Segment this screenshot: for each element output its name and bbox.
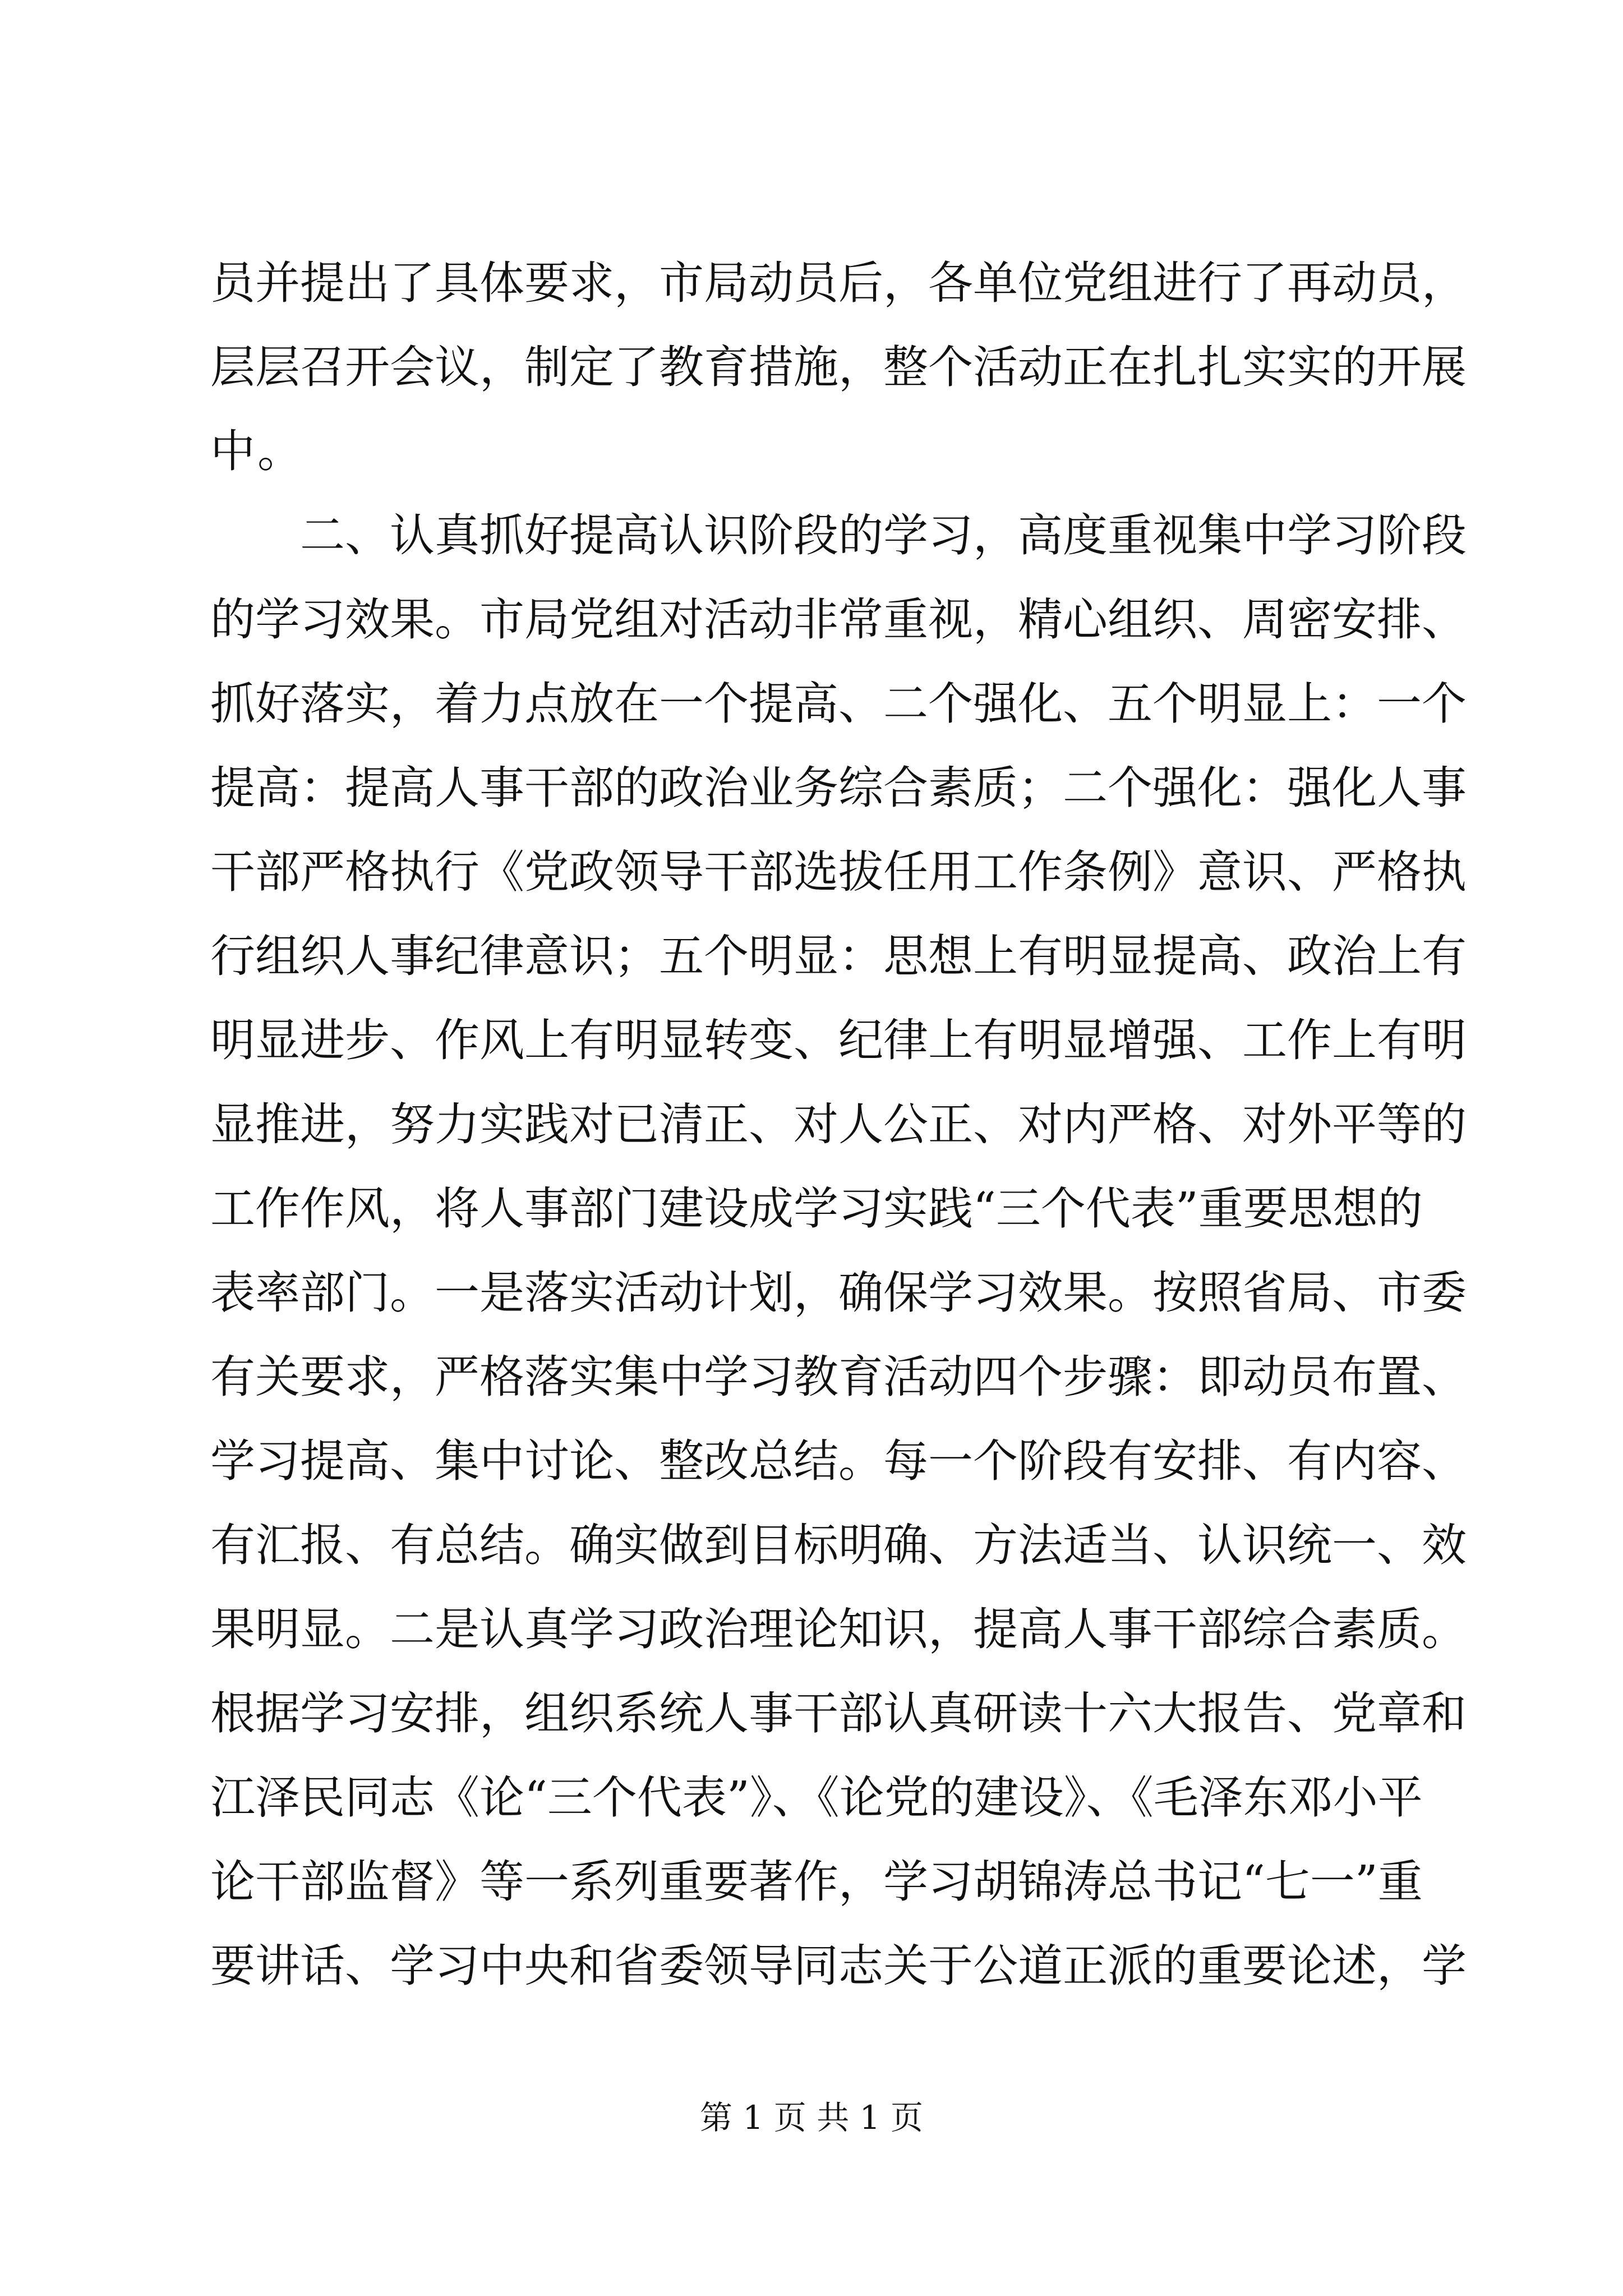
text-line: 学习提高、集中讨论、整改总结。每一个阶段有安排、有内容、 (210, 1435, 1467, 1487)
text-line: 有关要求，严格落实集中学习教育活动四个步骤：即动员布置、 (210, 1351, 1467, 1403)
text-line: 表率部门。一是落实活动计划，确保学习效果。按照省局、市委 (210, 1267, 1467, 1319)
text-line: 提高：提高人事干部的政治业务综合素质；二个强化：强化人事 (210, 762, 1467, 814)
page-footer (0, 2095, 1623, 2140)
text-line: 果明显。二是认真学习政治理论知识，提高人事干部综合素质。 (210, 1603, 1467, 1655)
text-line: 根据学习安排，组织系统人事干部认真研读十六大报告、党章和 (210, 1687, 1467, 1740)
text-line: 二、认真抓好提高认识阶段的学习，高度重视集中学习阶段 (300, 509, 1467, 562)
text-line: 行组织人事纪律意识；五个明显：思想上有明显提高、政治上有 (210, 930, 1467, 982)
text-line: 有汇报、有总结。确实做到目标明确、方法适当、认识统一、效 (210, 1519, 1467, 1571)
body-text (210, 241, 1467, 2008)
text-line: 层层召开会议，制定了教育措施，整个活动正在扎扎实实的开展 (210, 341, 1467, 393)
text-line: 的学习效果。市局党组对活动非常重视，精心组织、周密安排、 (210, 593, 1467, 646)
text-line: 抓好落实，着力点放在一个提高、二个强化、五个明显上：一个 (210, 678, 1467, 730)
text-line: 明显进步、作风上有明显转变、纪律上有明显增强、工作上有明 (210, 1014, 1467, 1066)
text-line: 论干部监督》等一系列重要著作，学习胡锦涛总书记“七一”重 (210, 1856, 1423, 1908)
text-line: 员并提出了具体要求，市局动员后，各单位党组进行了再动员， (210, 257, 1467, 309)
text-line: 中。 (210, 425, 305, 477)
text-line: 要讲话、学习中央和省委领导同志关于公道正派的重要论述，学 (210, 1940, 1467, 1992)
text-line: 干部严格执行《党政领导干部选拔任用工作条例》意识、严格执 (210, 846, 1467, 898)
text-line: 江泽民同志《论“三个代表”》、《论党的建设》、《毛泽东邓小平 (210, 1772, 1423, 1824)
text-line: 显推进，努力实践对已清正、对人公正、对内严格、对外平等的 (210, 1098, 1467, 1151)
text-line: 工作作风，将人事部门建设成学习实践“三个代表”重要思想的 (210, 1182, 1423, 1235)
page-number: 第 1 页 共 1 页 (700, 2099, 923, 2137)
